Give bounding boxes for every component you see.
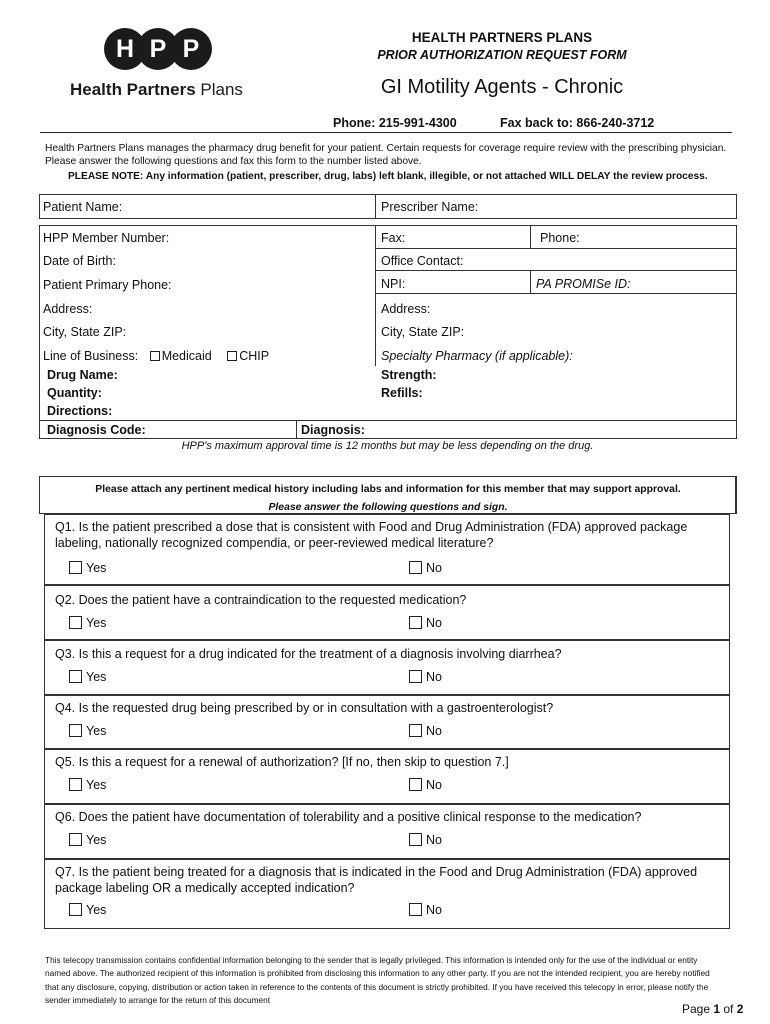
q4-no-option[interactable]: No xyxy=(409,724,442,738)
question-5-text: Q5. Is this a request for a renewal of authorization? [If no, then skip to question 7.] xyxy=(55,755,509,769)
phone-label[interactable]: Phone: xyxy=(540,231,580,245)
q4-yes-option[interactable]: Yes xyxy=(69,724,106,738)
question-6 xyxy=(44,804,730,859)
diagnosis-label[interactable]: Diagnosis: xyxy=(301,423,365,437)
logo-letter-h: H xyxy=(104,28,146,70)
q1-yes-option[interactable]: Yes xyxy=(69,561,106,575)
form-title: HEALTH PARTNERS PLANS xyxy=(411,30,593,45)
intro-text: Health Partners Plans manages the pharmacy drug benefit for your patient. Certain requests for coverage require review with the prescribing physician. Please answer the following questions and fax this form to the number listed above. xyxy=(45,143,727,167)
q7-no-checkbox[interactable] xyxy=(409,903,422,916)
question-5 xyxy=(44,749,730,804)
medicaid-label: Medicaid xyxy=(161,349,212,363)
lob-label: Line of Business: xyxy=(43,349,139,363)
quantity-label[interactable]: Quantity: xyxy=(47,386,102,400)
question-1-text: Q1. Is the patient prescribed a dose that is consistent with Food and Drug Administration (FDA) approved package labeling, nationally recognized compendia, or peer-reviewed medical literature? xyxy=(55,520,688,550)
q2-no-option[interactable]: No xyxy=(409,616,442,630)
q2-no-checkbox[interactable] xyxy=(409,616,422,629)
q5-yes-checkbox[interactable] xyxy=(69,778,82,791)
q2-yes-checkbox[interactable] xyxy=(69,616,82,629)
hpp-logo xyxy=(104,28,210,72)
drug-class-title: GI Motility Agents - Chronic xyxy=(380,76,624,98)
q7-no-option[interactable]: No xyxy=(409,903,442,917)
prescriber-city-label[interactable]: City, State ZIP: xyxy=(381,325,465,339)
question-7-text: Q7. Is the patient being treated for a diagnosis that is indicated in the Food and Drug Administration (FDA) approved package labeling OR a medically accepted indication? xyxy=(55,865,698,895)
q1-no-checkbox[interactable] xyxy=(409,561,422,574)
q1-yes-checkbox[interactable] xyxy=(69,561,82,574)
q3-no-checkbox[interactable] xyxy=(409,670,422,683)
attach-instructions: Please attach any pertinent medical history including labs and information for this member that may support approval. xyxy=(95,484,681,495)
medicaid-checkbox[interactable] xyxy=(150,351,160,361)
question-3 xyxy=(44,640,730,695)
logo-letter-p2: P xyxy=(170,28,212,70)
please-note: PLEASE NOTE: Any information (patient, prescriber, drug, labs) left blank, illegible, or not attached WILL DELAY the review process. xyxy=(68,171,708,182)
q6-no-option[interactable]: No xyxy=(409,833,442,847)
q5-no-option[interactable]: No xyxy=(409,778,442,792)
q3-no-option[interactable]: No xyxy=(409,670,442,684)
page-number: Page 1 of 2 xyxy=(682,1002,744,1016)
member-number-label[interactable]: HPP Member Number: xyxy=(43,231,170,245)
office-contact-label[interactable]: Office Contact: xyxy=(381,254,464,268)
contact-fax: Fax back to: 866-240-3712 xyxy=(500,116,655,130)
logo-wordmark: Health Partners Plans xyxy=(70,80,243,99)
q7-yes-checkbox[interactable] xyxy=(69,903,82,916)
q5-yes-option[interactable]: Yes xyxy=(69,778,106,792)
q6-yes-option[interactable]: Yes xyxy=(69,833,106,847)
chip-checkbox[interactable] xyxy=(227,351,237,361)
specialty-pharmacy-label[interactable]: Specialty Pharmacy (if applicable): xyxy=(381,349,573,363)
prescriber-address-label[interactable]: Address: xyxy=(381,302,431,316)
header-divider xyxy=(40,132,732,133)
chip-label: CHIP xyxy=(239,349,270,363)
q3-yes-checkbox[interactable] xyxy=(69,670,82,683)
q3-yes-option[interactable]: Yes xyxy=(69,670,106,684)
dob-label[interactable]: Date of Birth: xyxy=(43,254,116,268)
diagnosis-code-label[interactable]: Diagnosis Code: xyxy=(47,423,146,437)
form-subtitle: PRIOR AUTHORIZATION REQUEST FORM xyxy=(377,48,627,62)
question-6-text: Q6. Does the patient have documentation of tolerability and a positive clinical response to the medication? xyxy=(55,810,642,824)
npi-label[interactable]: NPI: xyxy=(381,277,406,291)
logo-letter-p1: P xyxy=(137,28,179,70)
directions-label[interactable]: Directions: xyxy=(47,404,113,418)
q4-no-checkbox[interactable] xyxy=(409,724,422,737)
q4-yes-checkbox[interactable] xyxy=(69,724,82,737)
question-2-text: Q2. Does the patient have a contraindication to the requested medication? xyxy=(55,593,467,607)
question-4-text: Q4. Is the requested drug being prescribed by or in consultation with a gastroenterologist? xyxy=(55,701,554,715)
answer-instructions: Please answer the following questions and sign. xyxy=(268,502,508,513)
q5-no-checkbox[interactable] xyxy=(409,778,422,791)
question-3-text: Q3. Is this a request for a drug indicated for the treatment of a diagnosis involving diarrhea? xyxy=(55,647,562,661)
prescriber-name-label[interactable]: Prescriber Name: xyxy=(381,200,479,214)
confidentiality-disclaimer: This telecopy transmission contains confidential information belonging to the sender that is legally privileged. This information is intended only for the use of the individual or entity named above. The authorized recipient of this information is prohibited from disclosing this information to any other party. If you are not the intended recipient, you are hereby notified that any disclosure, copying, distribution or action taken in reference to the contents of this document is strictly prohibited. If you have received this telecopy in error, please notify the sender immediately to arrange for the return of this document xyxy=(45,955,710,1005)
patient-city-label[interactable]: City, State ZIP: xyxy=(43,325,127,339)
fax-label[interactable]: Fax: xyxy=(381,231,406,245)
question-4 xyxy=(44,695,730,749)
approval-note: HPP's maximum approval time is 12 months but may be less depending on the drug. xyxy=(181,440,594,452)
patient-name-label[interactable]: Patient Name: xyxy=(43,200,123,214)
q6-yes-checkbox[interactable] xyxy=(69,833,82,846)
patient-address-label[interactable]: Address: xyxy=(43,302,93,316)
refills-label[interactable]: Refills: xyxy=(381,386,423,400)
question-7 xyxy=(44,859,730,929)
line-of-business xyxy=(43,349,269,363)
patient-phone-label[interactable]: Patient Primary Phone: xyxy=(43,278,172,292)
drug-name-label[interactable]: Drug Name: xyxy=(47,368,118,382)
pa-promise-label[interactable]: PA PROMISe ID: xyxy=(536,277,631,291)
question-2 xyxy=(44,585,730,640)
q1-no-option[interactable]: No xyxy=(409,561,442,575)
q2-yes-option[interactable]: Yes xyxy=(69,616,106,630)
contact-phone: Phone: 215-991-4300 xyxy=(333,116,457,130)
question-1 xyxy=(44,514,730,585)
q6-no-checkbox[interactable] xyxy=(409,833,422,846)
q7-yes-option[interactable]: Yes xyxy=(69,903,106,917)
strength-label[interactable]: Strength: xyxy=(381,368,437,382)
